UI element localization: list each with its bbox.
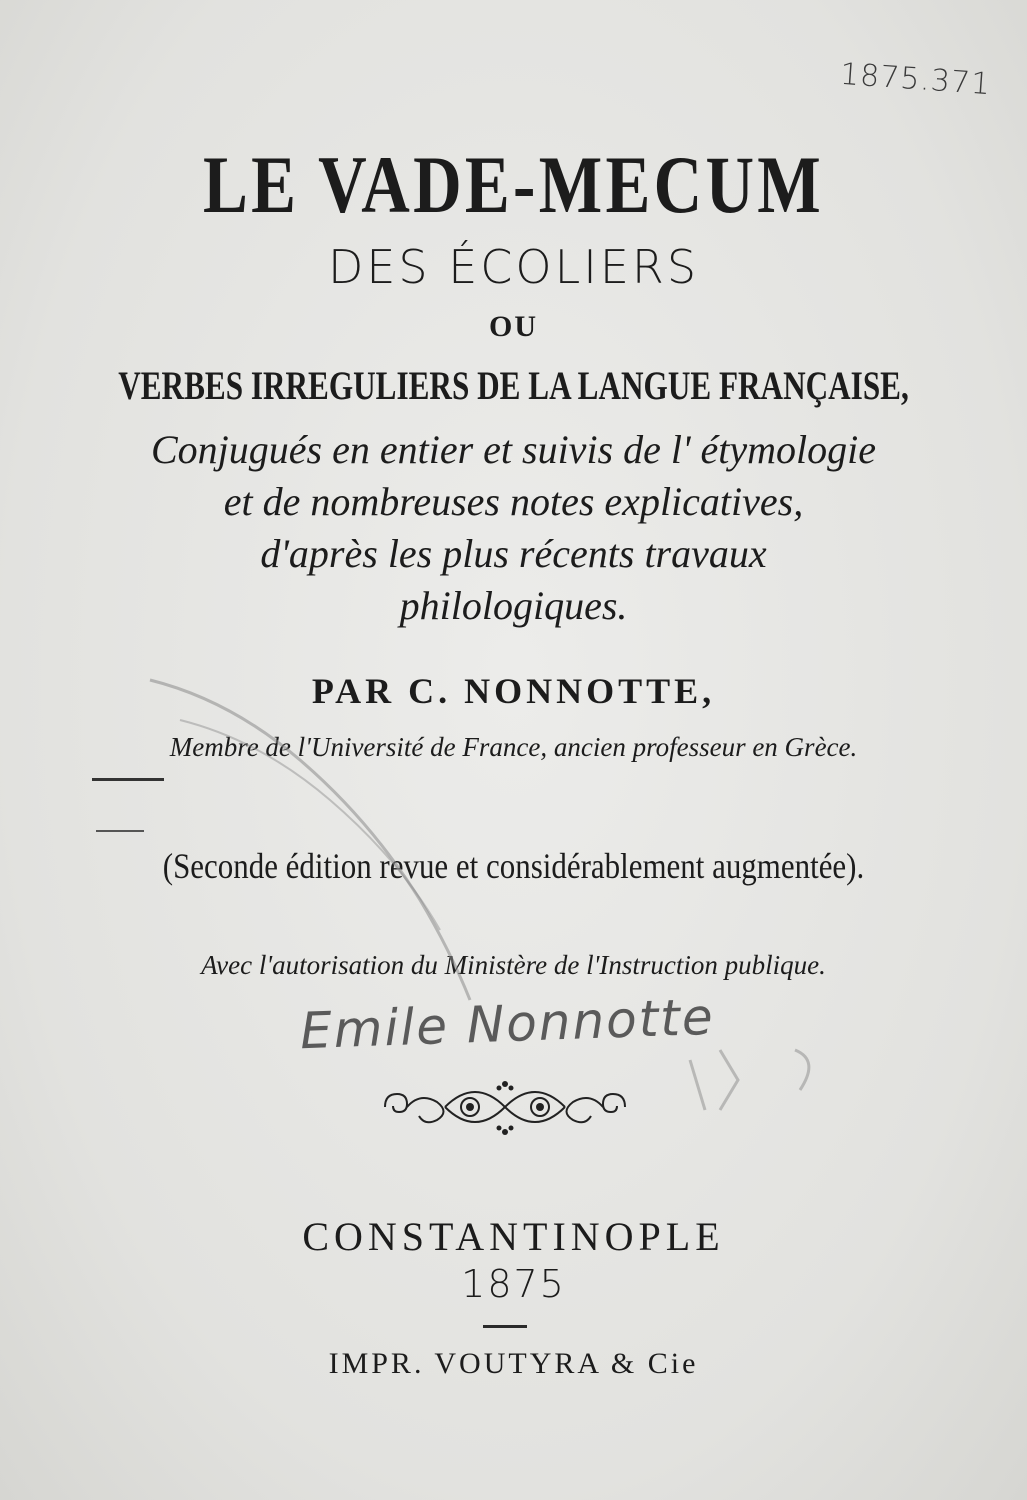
author-affiliation: Membre de l'Université de France, ancien professeur en Grèce. [169, 732, 858, 762]
description-line: d'après les plus récents travaux [260, 531, 767, 576]
publication-year: 1875 [461, 1262, 566, 1306]
printer-name: IMPR. VOUTYRA & Cie [328, 1347, 699, 1380]
book-title: LE VADE-MECUM [202, 139, 825, 230]
divider-dash [96, 830, 144, 832]
conjunction: OU [489, 310, 538, 343]
divider-rule [483, 1325, 527, 1328]
authorization-note: Avec l'autorisation du Ministère de l'Instruction publique. [201, 950, 826, 980]
handwritten-signature: Emile Nonnotte [299, 987, 716, 1061]
description-line: philologiques. [399, 583, 628, 628]
book-subtitle: DES ÉCOLIERS [327, 240, 700, 294]
title-line-2: VERBES IRREGULIERS DE LA LANGUE FRANÇAISE, [118, 363, 909, 408]
description-line: Conjugués en entier et suivis de l' étymologie [150, 427, 877, 472]
author-name: PAR C. NONNOTTE, [311, 671, 716, 711]
publication-place: CONSTANTINOPLE [302, 1214, 725, 1259]
floral-ornament-icon [375, 1072, 635, 1142]
description-line: et de nombreuses notes explicatives, [223, 479, 804, 524]
accession-number: 1875.371 [838, 56, 993, 103]
edition-note: (Seconde édition revue et considérablement augmentée). [162, 846, 865, 886]
divider-dash [92, 778, 164, 781]
